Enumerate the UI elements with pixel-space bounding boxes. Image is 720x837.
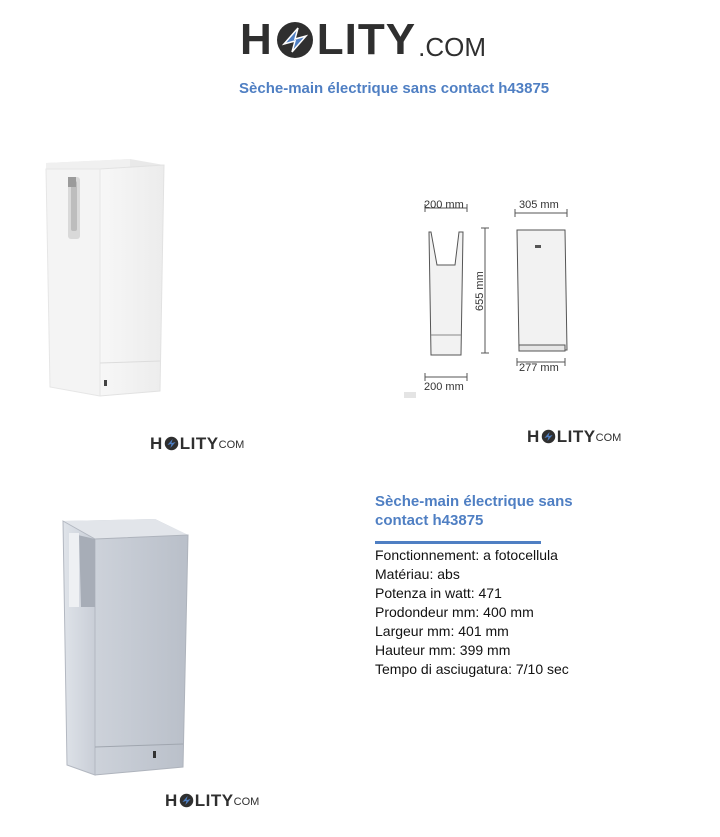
dim-front-bottom-width: 277 mm <box>519 362 559 374</box>
logo-o-icon <box>275 20 315 60</box>
logo-letter-h: H <box>165 791 178 810</box>
spec-list <box>375 546 569 679</box>
logo-domain: COM <box>595 432 622 444</box>
spec-item: Matériau: abs <box>375 566 460 582</box>
logo-domain: .COM <box>418 32 486 62</box>
spec-item: Largeur mm: 401 mm <box>375 623 509 639</box>
logo-domain: COM <box>218 439 245 451</box>
spec-item: Hauteur mm: 399 mm <box>375 642 511 658</box>
spec-title: Sèche-main électrique sans contact h43875 <box>375 493 573 529</box>
watermark-logo <box>165 792 259 809</box>
logo-domain: COM <box>233 796 260 808</box>
product-image-silver-dryer <box>55 515 200 780</box>
logo-text-lity: LITY <box>316 15 417 64</box>
spec-item: Prodondeur mm: 400 mm <box>375 604 534 620</box>
logo-o-icon <box>179 793 194 808</box>
page-title: Sèche-main électrique sans contact h43875 <box>239 80 550 97</box>
watermark-logo <box>527 428 621 445</box>
logo-text-lity: LITY <box>179 434 219 453</box>
dim-side-bottom-width: 200 mm <box>424 381 464 393</box>
logo-o-icon <box>541 429 556 444</box>
brand-logo[interactable] <box>240 15 486 64</box>
dim-front-top-width: 305 mm <box>519 199 559 211</box>
spec-divider <box>375 541 541 544</box>
spec-item: Fonctionnement: a fotocellula <box>375 547 558 563</box>
logo-o-icon <box>164 436 179 451</box>
product-image-white-dryer <box>40 155 175 400</box>
spec-item: Potenza in watt: 471 <box>375 585 502 601</box>
dim-height: 655 mm <box>474 271 486 311</box>
logo-letter-h: H <box>150 434 163 453</box>
dim-side-width: 200 mm <box>424 199 464 211</box>
watermark-logo <box>150 435 244 452</box>
logo-letter-h: H <box>527 427 540 446</box>
spec-item: Tempo di asciugatura: 7/10 sec <box>375 661 569 677</box>
logo-text-lity: LITY <box>194 791 234 810</box>
dimension-diagram <box>395 195 585 400</box>
logo-text-lity: LITY <box>556 427 596 446</box>
logo-letter-h: H <box>240 15 273 64</box>
